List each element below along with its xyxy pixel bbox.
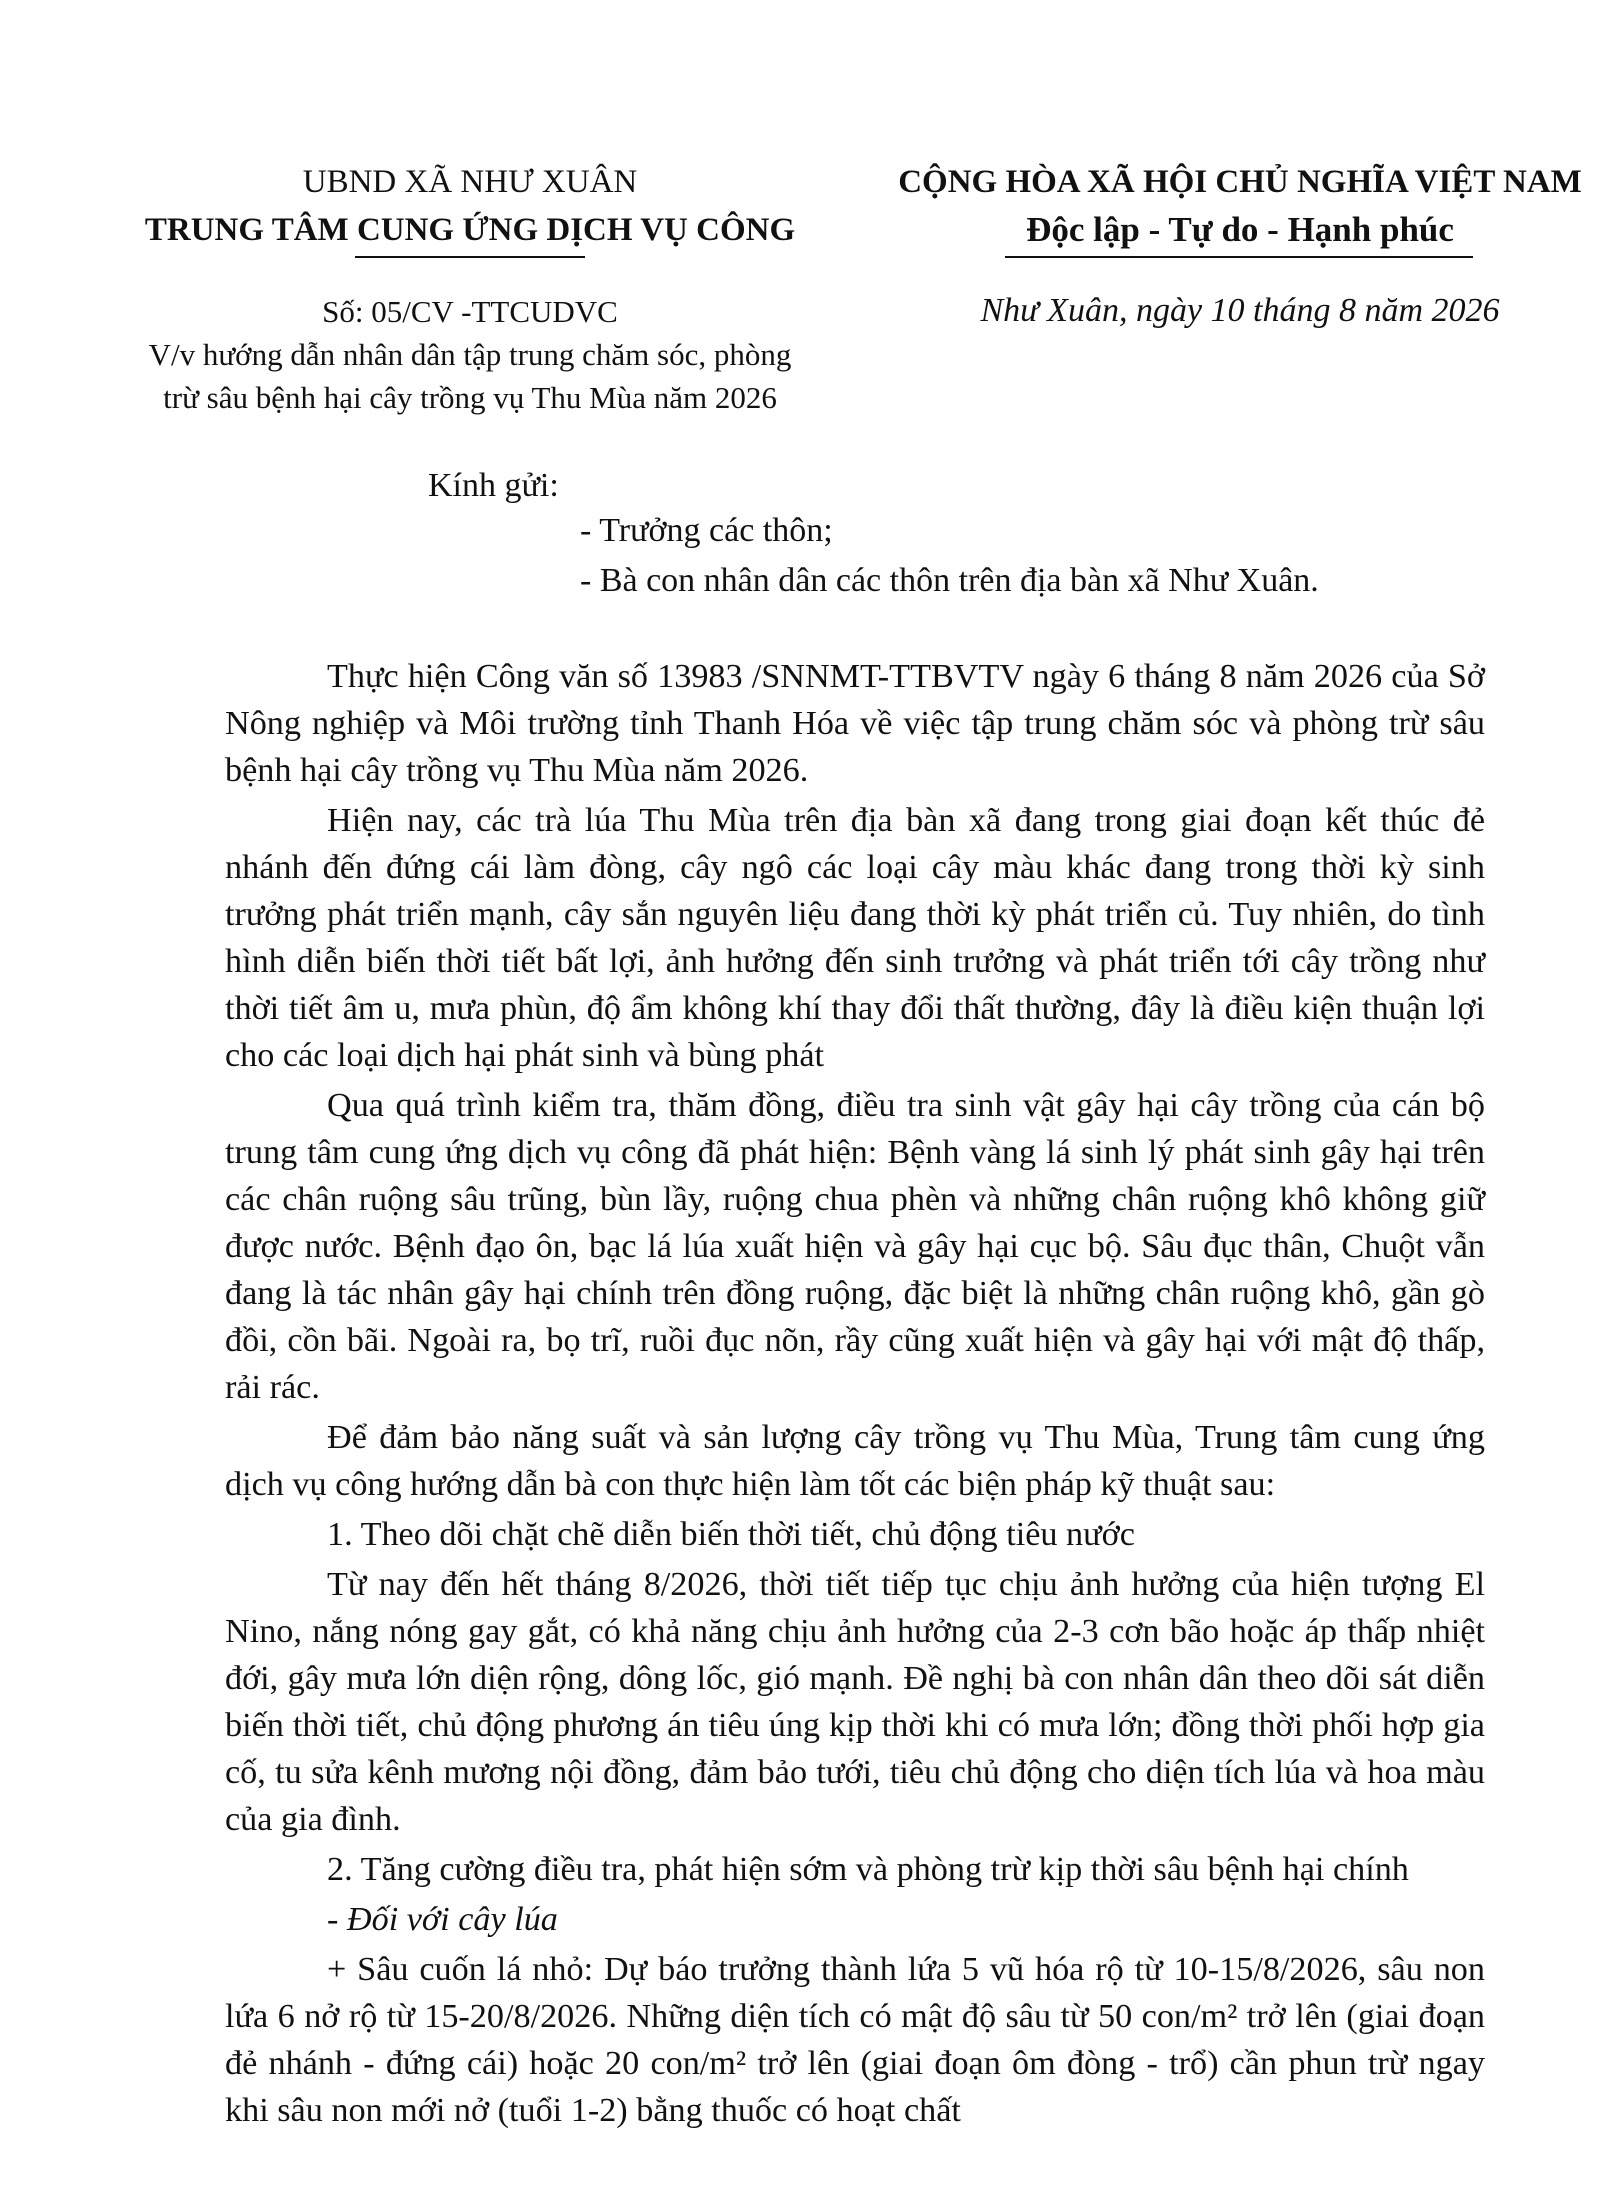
body-paragraph: + Sâu cuốn lá nhỏ: Dự báo trưởng thành lứa 5 vũ hóa rộ từ 10-15/8/2026, sâu non lứa 6 nở rộ từ 15-20/8/2026. Những diện tích có mật độ sâu từ 50 con/m² trở lên (giai đoạn đẻ nhánh - đứng cái) hoặc 20 con/m² trở lên (giai đoạn ôm đòng - trổ) cần phun trừ ngay khi sâu non mới nở (tuổi 1-2) bằng thuốc có hoạt chất [225,1951,1485,2129]
national-title: CỘNG HÒA XÃ HỘI CHỦ NGHĨA VIỆT NAM [898,164,1582,200]
document-subject-line-1: V/v hướng dẫn nhân dân tập trung chăm sóc, phòng [148,337,792,372]
section-heading: 1. Theo dõi chặt chẽ diễn biến thời tiết, chủ động tiêu nước [327,1516,1135,1553]
issuer-header [110,158,830,258]
national-motto: Độc lập - Tự do - Hạnh phúc [1026,210,1454,249]
document-subject-line-2: trừ sâu bệnh hại cây trồng vụ Thu Mùa năm 2026 [163,380,777,415]
body-paragraph: Để đảm bảo năng suất và sản lượng cây trồng vụ Thu Mùa, Trung tâm cung ứng dịch vụ công hướng dẫn bà con thực hiện làm tốt các biện pháp kỹ thuật sau: [225,1419,1485,1503]
issuer-name: TRUNG TÂM CUNG ỨNG DỊCH VỤ CÔNG [144,212,796,248]
body-paragraph: Từ nay đến hết tháng 8/2026, thời tiết tiếp tục chịu ảnh hưởng của hiện tượng El Nino, nắng nóng gay gắt, có khả năng chịu ảnh hưởng của 2-3 cơn bão hoặc áp thấp nhiệt đới, gây mưa lớn diện rộng, dông lốc, gió mạnh. Đề nghị bà con nhân dân theo dõi sát diễn biến thời tiết, chủ động phương án tiêu úng kịp thời khi có mưa lớn; đồng thời phối hợp gia cố, tu sửa kênh mương nội đồng, đảm bảo tưới, tiêu chủ động cho diện tích lúa và hoa màu của gia đình. [225,1566,1485,1838]
recipient-item: - Bà con nhân dân các thôn trên địa bàn xã Như Xuân. [580,562,1319,599]
body-paragraph: Qua quá trình kiểm tra, thăm đồng, điều tra sinh vật gây hại cây trồng của cán bộ trung tâm cung ứng dịch vụ công đã phát hiện: Bệnh vàng lá sinh lý phát sinh gây hại trên các chân ruộng sâu trũng, bùn lầy, ruộng chua phèn và những chân ruộng khô không giữ được nước. Bệnh đạo ôn, bạc lá lúa xuất hiện và gây hại cục bộ. Sâu đục thân, Chuột vẫn đang là tác nhân gây hại chính trên đồng ruộng, đặc biệt là những chân ruộng khô, gần gò đồi, cồn bãi. Ngoài ra, bọ trĩ, ruồi đục nõn, rầy cũng xuất hiện và gây hại với mật độ thấp, rải rác. [225,1087,1485,1406]
section-heading: 2. Tăng cường điều tra, phát hiện sớm và phòng trừ kịp thời sâu bệnh hại chính [327,1851,1409,1888]
recipient-item: - Trưởng các thôn; [580,512,833,549]
document-reference [90,290,850,419]
subsection-heading: - Đối với cây lúa [327,1901,558,1938]
issuer-authority: UBND XÃ NHƯ XUÂN [302,164,638,200]
document-number: Số: 05/CV -TTCUDVC [322,294,618,329]
recipient-list [580,506,1319,606]
document-body [225,653,1485,2137]
national-header [870,158,1610,258]
motto-underline [1005,256,1473,258]
document-date: Như Xuân, ngày 10 tháng 8 năm 2026 [980,292,1500,329]
body-paragraph: Thực hiện Công văn số 13983 /SNNMT-TTBVTV ngày 6 tháng 8 năm 2026 của Sở Nông nghiệp và Môi trường tỉnh Thanh Hóa về việc tập trung chăm sóc và phòng trừ sâu bệnh hại cây trồng vụ Thu Mùa năm 2026. [225,658,1485,789]
body-paragraph: Hiện nay, các trà lúa Thu Mùa trên địa bàn xã đang trong giai đoạn kết thúc đẻ nhánh đến đứng cái làm đòng, cây ngô các loại cây màu khác đang trong thời kỳ sinh trưởng phát triển mạnh, cây sắn nguyên liệu đang thời kỳ phát triển củ. Tuy nhiên, do tình hình diễn biến thời tiết bất lợi, ảnh hưởng đến sinh trưởng và phát triển tới cây trồng như thời tiết âm u, mưa phùn, độ ẩm không khí thay đổi thất thường, đây là điều kiện thuận lợi cho các loại dịch hại phát sinh và bùng phát [225,802,1485,1074]
addressee-label: Kính gửi: [428,467,559,504]
issuer-underline [355,256,585,258]
